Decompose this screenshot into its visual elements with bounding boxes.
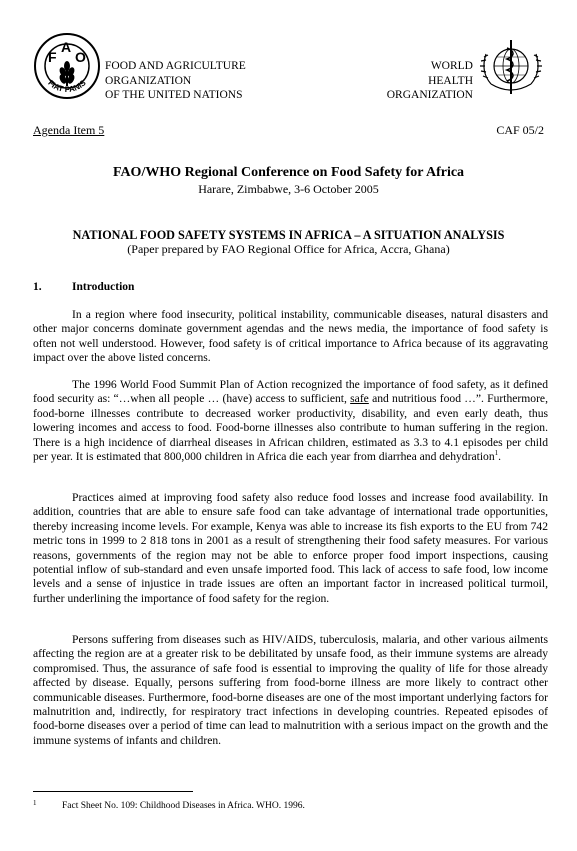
footnote-text: Fact Sheet No. 109: Childhood Diseases in Africa. WHO. 1996. (62, 801, 305, 811)
paragraph: In a region where food insecurity, political instability, communicable diseases, natural disasters and other major concerns dominate government agendas and the news media, the importance of food safety is often not well understood. However, food safety is of critical importance to Africa because of its aggravating impact over the above listed concerns. (33, 308, 548, 365)
document-code: CAF 05/2 (496, 123, 544, 137)
who-name: WORLD HEALTH ORGANIZATION (386, 60, 473, 101)
footnote-number: 1 (33, 799, 37, 807)
section-title: Introduction (72, 281, 135, 293)
agenda-item: Agenda Item 5 (33, 123, 105, 137)
conference-title: FAO/WHO Regional Conference on Food Safety for Africa (112, 165, 465, 180)
conference-subtitle: Harare, Zimbabwe, 3-6 October 2005 (198, 182, 379, 196)
section-number: 1. (33, 281, 42, 293)
paper-title: NATIONAL FOOD SAFETY SYSTEMS IN AFRICA – A SITUATION ANALYSIS (72, 228, 505, 242)
fao-logo-icon (33, 32, 101, 100)
who-logo-icon (476, 36, 546, 98)
fao-name: FOOD AND AGRICULTURE ORGANIZATION OF THE UNITED NATIONS (105, 60, 246, 101)
footnote-divider (33, 791, 193, 792)
paragraph: Persons suffering from diseases such as HIV/AIDS, tuberculosis, malaria, and other various ailments affecting the region are at a greater risk to be debilitated by unsafe food, as their immune systems are already compromised. Thus, the assurance of safe food is essential to improving the quality of life for those already affected by disease. Equally, persons suffering from food-borne illness are more likely to contract other communicable diseases. Furthermore, food-borne diseases are one of the most important underlying factors for malnutrition and, indirectly, for respiratory tract infections in developing countries. Repeated episodes of food-borne diseases over a period of time can lead to malnutrition with a serious impact on the growth and the immune systems of infants and children. (33, 633, 548, 747)
paragraph: The 1996 World Food Summit Plan of Action recognized the importance of food safety, as it defined food security as: “…when all people … (have) access to sufficient, safe and nutritious food …”. Furthermore, food-borne illnesses contribute to decreased worker productivity, disability, and even early death, thus lowering incomes and access to food. Food-borne illnesses also contribute to human suffering in the region. There is a high incidence of diarrheal diseases in African children, estimated as 3.3 to 4.1 episodes per child per year. It is estimated that 800,000 children in Africa die each year from diarrhea and dehydration$^1$. (33, 378, 548, 464)
footnote-ref[interactable]: 1 (494, 449, 499, 458)
svg-text:O: O (75, 49, 86, 65)
svg-text:FIAT PANIS: FIAT PANIS (46, 78, 88, 95)
svg-text:A: A (61, 39, 72, 55)
svg-text:F: F (48, 49, 57, 65)
paper-subtitle: (Paper prepared by FAO Regional Office for Africa, Accra, Ghana) (127, 242, 450, 256)
paragraph: Practices aimed at improving food safety also reduce food losses and increase food availability. In addition, countries that are able to ensure safe food can take advantage of international trade opportunities, thereby increasing income levels. For example, Kenya was able to increase its fish exports to the EU from 742 metric tons in 1999 to 2 818 tons in 2001 as a result of strengthening their food safety measures. For various reasons, governments of the region may not be able to enforce proper food import inspections, causing potential inflow of sub-standard and even unsafe imported food. This lack of access to safe food, low income levels and a sense of injustice in trade issues are often an important factor in increased political turmoil, further underlining the importance of food safety for the region. (33, 491, 548, 605)
